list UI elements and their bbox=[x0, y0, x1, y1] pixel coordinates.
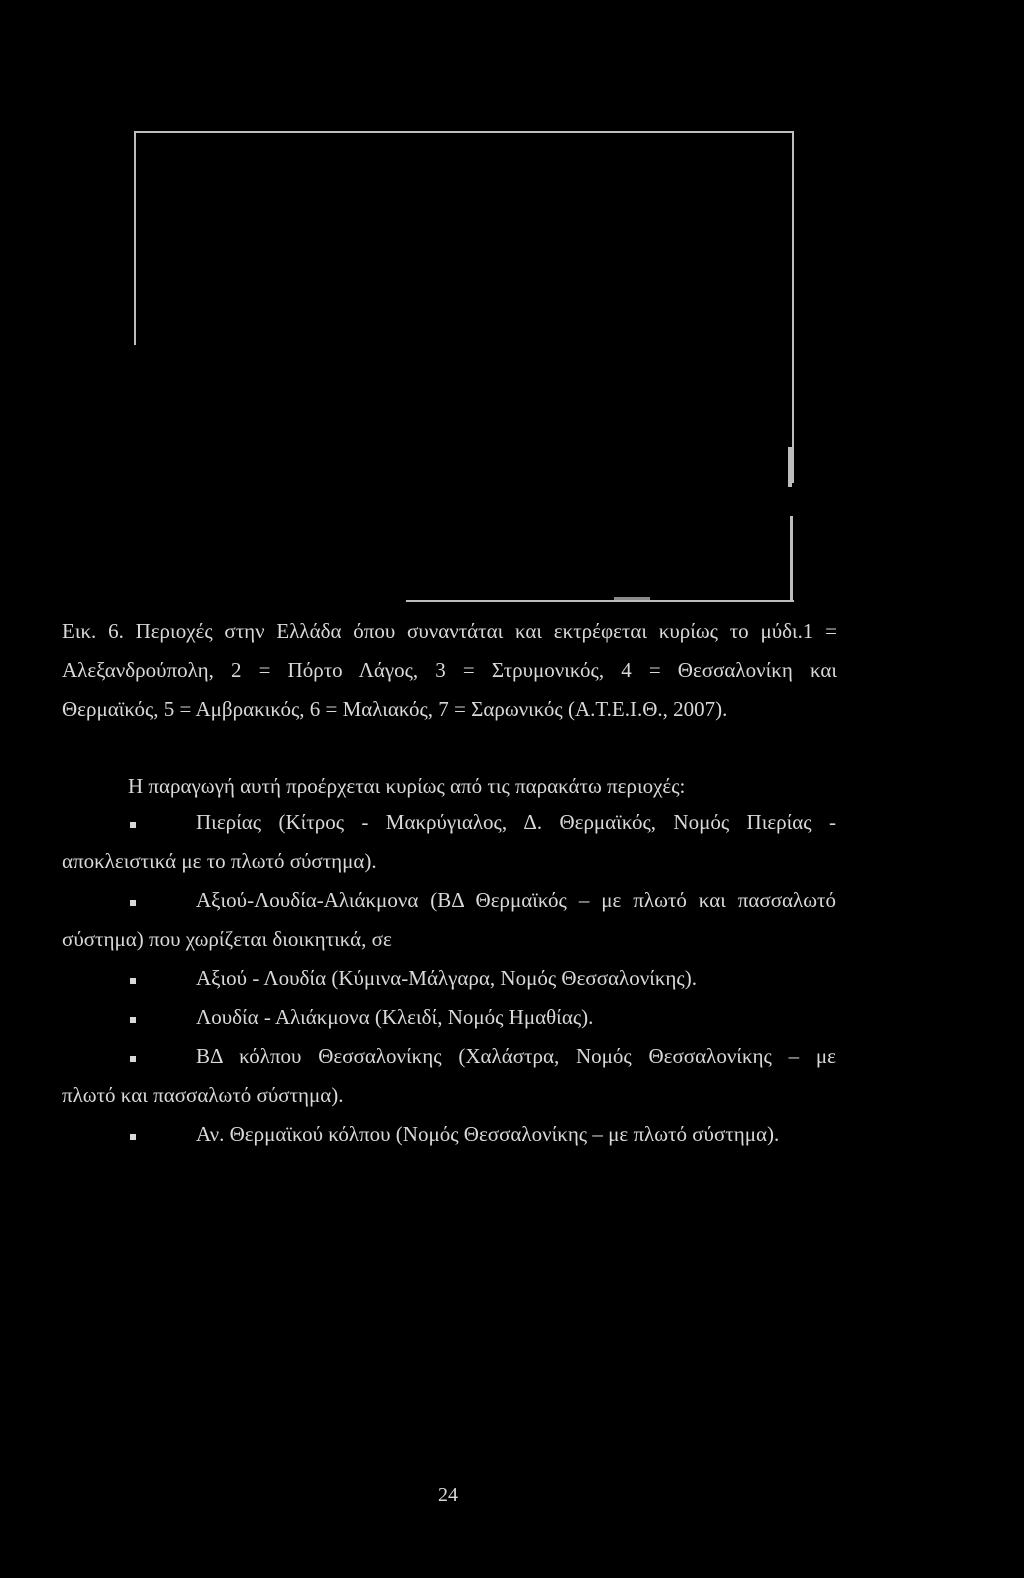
frame-right-edge bbox=[792, 131, 794, 483]
frame-right-edge-lower bbox=[790, 516, 793, 602]
list-item-6: Αν. Θερμαϊκού κόλπου (Νομός Θεσσαλονίκης – με πλωτό σύστημα). bbox=[196, 1122, 780, 1146]
caption-line-1: Εικ. 6. Περιοχές στην Ελλάδα όπου συναντάται και εκτρέφεται κυρίως το μύδι.1 = bbox=[62, 619, 837, 643]
intro-text: Η παραγωγή αυτή προέρχεται κυρίως από τις παρακάτω περιοχές: bbox=[128, 774, 686, 798]
frame-top-edge bbox=[134, 131, 794, 133]
page-number: 24 bbox=[438, 1484, 458, 1506]
frame-right-mark bbox=[788, 447, 792, 487]
list-item-1-line-2: αποκλειστικά με το πλωτό σύστημα). bbox=[62, 849, 377, 873]
frame-bottom-mark bbox=[614, 597, 650, 600]
figure-frame bbox=[134, 131, 794, 603]
caption-line-3: Θερμαϊκός, 5 = Αμβρακικός, 6 = Μαλιακός, 7 = Σαρωνικός (Α.Τ.Ε.Ι.Θ., 2007). bbox=[62, 697, 728, 721]
list-item-4: Λουδία - Αλιάκμονα (Κλειδί, Νομός Ημαθίας). bbox=[196, 1005, 594, 1029]
list-item-3: Αξιού - Λουδία (Κύμινα-Μάλγαρα, Νομός Θεσσαλονίκης). bbox=[196, 966, 697, 990]
bullet-icon bbox=[130, 978, 136, 984]
list-item-2-line-2: σύστημα) που χωρίζεται διοικητικά, σε bbox=[62, 927, 392, 951]
list-item-2-line-1: Αξιού-Λουδία-Αλιάκμονα (ΒΔ Θερμαϊκός – με πλωτό και πασσαλωτό bbox=[196, 888, 836, 912]
list-item-1-line-1: Πιερίας (Κίτρος - Μακρύγιαλος, Δ. Θερμαϊκός, Νομός Πιερίας - bbox=[196, 810, 836, 834]
bullet-icon bbox=[130, 1134, 136, 1140]
bullet-icon bbox=[130, 1056, 136, 1062]
list-item-5-line-2: πλωτό και πασσαλωτό σύστημα). bbox=[62, 1083, 344, 1107]
bullet-icon bbox=[130, 1017, 136, 1023]
frame-bottom-edge bbox=[406, 600, 794, 602]
bullet-icon bbox=[130, 822, 136, 828]
list-item-5-line-1: ΒΔ κόλπου Θεσσαλονίκης (Χαλάστρα, Νομός Θεσσαλονίκης – με bbox=[196, 1044, 836, 1068]
frame-left-edge bbox=[134, 131, 136, 345]
caption-line-2: Αλεξανδρούπολη, 2 = Πόρτο Λάγος, 3 = Στρυμονικός, 4 = Θεσσαλονίκη και bbox=[62, 658, 837, 682]
bullet-icon bbox=[130, 900, 136, 906]
